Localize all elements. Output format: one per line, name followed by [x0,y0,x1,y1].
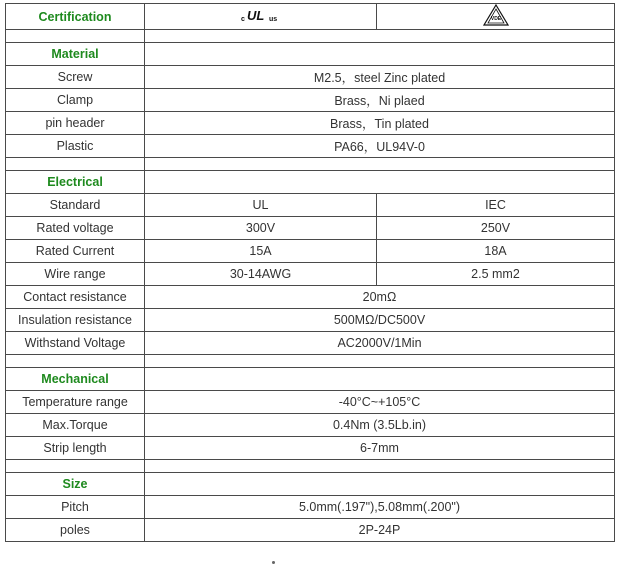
row-label: pin header [6,112,145,135]
row-value: Brass，Tin plated [145,112,615,135]
row-value: 0.4Nm (3.5Lb.in) [145,414,615,437]
table-row [6,66,615,89]
iec-value: 250V [377,217,615,240]
table-row [6,391,615,414]
mechanical-header-row [6,368,615,391]
row-value: 500MΩ/DC500V [145,309,615,332]
vde-mark-text: VDE [490,16,501,22]
row-label: Insulation resistance [6,309,145,332]
table-row [6,414,615,437]
row-label: Clamp [6,89,145,112]
table-row [6,309,615,332]
row-label: Contact resistance [6,286,145,309]
row-label: Wire range [6,263,145,286]
material-title: Material [6,43,145,66]
certification-row [6,4,615,30]
ul-cell [145,4,377,30]
row-label: Screw [6,66,145,89]
table-row [6,217,615,240]
row-value: 20mΩ [145,286,615,309]
ul-value: 30-14AWG [145,263,377,286]
iec-value: 2.5 mm2 [377,263,615,286]
row-value: 6-7mm [145,437,615,460]
spacer-row [6,158,615,171]
row-value: Brass，Ni plaed [145,89,615,112]
row-value: 2P-24P [145,519,615,542]
table-row [6,286,615,309]
row-label: Rated voltage [6,217,145,240]
vde-icon [483,4,509,29]
row-label: Max.Torque [6,414,145,437]
row-label: Plastic [6,135,145,158]
spacer-row [6,355,615,368]
table-row [6,332,615,355]
certification-title: Certification [6,4,145,30]
table-row [6,112,615,135]
cul-us-listed-icon [239,7,283,26]
stray-dot [272,561,275,564]
table-row [6,240,615,263]
spacer-row [6,460,615,473]
electrical-header-row [6,171,615,194]
row-label: Pitch [6,496,145,519]
row-label: Strip length [6,437,145,460]
row-value: M2.5，steel Zinc plated [145,66,615,89]
table-row [6,519,615,542]
mechanical-title: Mechanical [6,368,145,391]
ul-value: UL [145,194,377,217]
table-row [6,135,615,158]
size-title: Size [6,473,145,496]
iec-value: IEC [377,194,615,217]
row-value: 5.0mm(.197"),5.08mm(.200") [145,496,615,519]
iec-value: 18A [377,240,615,263]
row-value: AC2000V/1Min [145,332,615,355]
row-value: PA66，UL94V-0 [145,135,615,158]
row-label: poles [6,519,145,542]
electrical-title: Electrical [6,171,145,194]
ul-value: 15A [145,240,377,263]
row-label: Withstand Voltage [6,332,145,355]
table-row [6,89,615,112]
spacer-row [6,30,615,43]
ul-value: 300V [145,217,377,240]
table-row [6,194,615,217]
table-row [6,437,615,460]
ul-mark-main-text: UL [246,8,264,23]
size-header-row [6,473,615,496]
row-label: Temperature range [6,391,145,414]
vde-cell [377,4,615,30]
ul-mark-left-text: c [240,16,245,23]
table-row [6,496,615,519]
row-label: Rated Current [6,240,145,263]
ul-mark-right-text: us [268,16,277,23]
material-header-row [6,43,615,66]
table-row [6,263,615,286]
row-label: Standard [6,194,145,217]
row-value: -40°C~+105°C [145,391,615,414]
spec-table [5,3,615,542]
